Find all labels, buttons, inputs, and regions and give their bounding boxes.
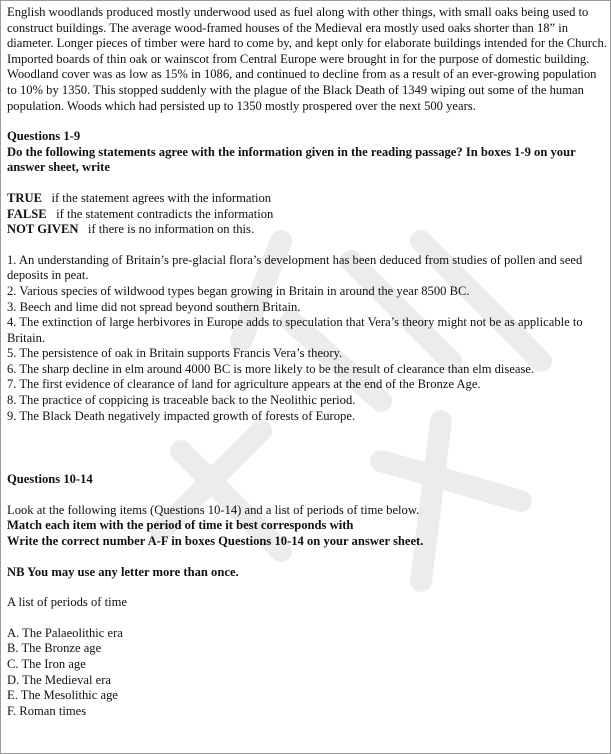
section2-instruction-write: Write the correct number A-F in boxes Questions 10-14 on your answer sheet. <box>7 534 424 549</box>
definition-term: NOT GIVEN <box>7 222 79 237</box>
reading-passage: English woodlands produced mostly underwood used as fuel along with other things, with small oaks being used to construct buildings. The average wood-framed houses of the Medieval era mostly used oaks shorter than 18” in diameter. Longer pieces of timber were hard to come by, and kept only for elaborate buildings intended for the Church. Imported boards of thin oak or wainscot from Central Europe were brought in for the purpose of domestic building. Woodland cover was as low as 15% in 1086, and continued to decline from as a result of an ever-growing population to 10% by 1350. This stopped suddenly with the plague of the Black Death of 1349 wiping out some of the human population. Woods which had persisted up to 1350 mostly prospered over the next 500 years. <box>7 5 607 113</box>
statement-item: 4. The extinction of large herbivores in Europe adds to speculation that Vera’s theory might not be as applicable to Britain. <box>7 315 583 345</box>
statement-item: 5. The persistence of oak in Britain supports Francis Vera’s theory. <box>7 346 343 361</box>
period-option: B. The Bronze age <box>7 641 102 656</box>
definition-meaning: if the statement contradicts the information <box>56 206 274 221</box>
period-option: A. The Palaeolithic era <box>7 625 123 640</box>
statement-item: 8. The practice of coppicing is traceable back to the Neolithic period. <box>7 393 356 408</box>
definition-term: TRUE <box>7 190 42 205</box>
definition-meaning: if there is no information on this. <box>87 222 255 237</box>
definition-row <box>7 207 607 223</box>
statement-item: 9. The Black Death negatively impacted growth of forests of Europe. <box>7 408 356 423</box>
section1-instruction: Do the following statements agree with the information given in the reading passage? In boxes 1-9 on your answer sheet, write <box>7 144 576 175</box>
definition-term: FALSE <box>7 206 47 221</box>
period-list-title: A list of periods of time <box>7 595 127 610</box>
statement-item: 3. Beech and lime did not spread beyond southern Britain. <box>7 299 301 314</box>
definition-row <box>7 222 607 238</box>
period-option: E. The Mesolithic age <box>7 688 118 703</box>
section2-instruction-match: Match each item with the period of time it best corresponds with <box>7 518 354 533</box>
definition-meaning: if the statement agrees with the information <box>51 190 272 205</box>
answer-definitions <box>7 191 607 238</box>
period-option: C. The Iron age <box>7 657 86 671</box>
section2-intro: Look at the following items (Questions 10-14) and a list of periods of time below. <box>7 502 420 517</box>
section1-title: Questions 1-9 <box>7 129 81 144</box>
period-option: D. The Medieval era <box>7 672 111 687</box>
definition-row <box>7 191 607 207</box>
statement-list <box>7 253 607 425</box>
period-list <box>7 626 607 720</box>
section2-title: Questions 10-14 <box>7 472 93 487</box>
statement-item: 6. The sharp decline in elm around 4000 BC is more likely to be the result of clearance than elm disease. <box>7 361 535 376</box>
period-option: F. Roman times <box>7 703 87 718</box>
statement-item: 1. An understanding of Britain’s pre-glacial flora’s development has been deduced from studies of pollen and seed deposits in peat. <box>7 252 583 283</box>
statement-item: 7. The first evidence of clearance of land for agriculture appears at the end of the Bronze Age. <box>7 377 481 392</box>
statement-item: 2. Various species of wildwood types began growing in Britain in around the year 8500 BC. <box>7 283 470 298</box>
document-content <box>7 5 607 719</box>
section2-note: NB You may use any letter more than once. <box>7 564 239 579</box>
